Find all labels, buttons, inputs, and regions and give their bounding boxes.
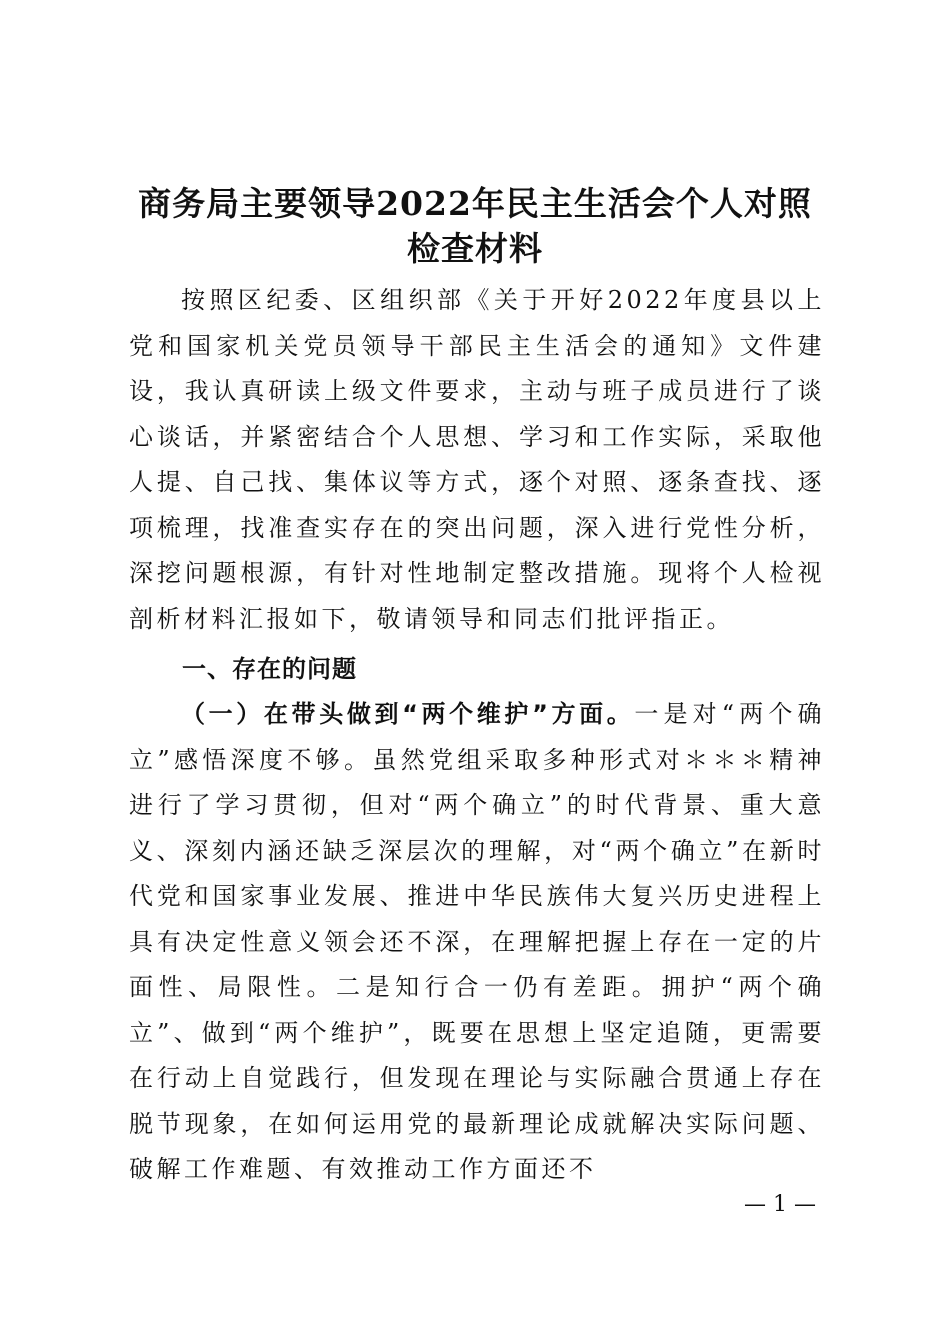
document-title-line1: 商务局主要领导2022年民主生活会个人对照 bbox=[138, 184, 812, 223]
section1-item1-body: 一是对“两个确立”感悟深度不够。虽然党组采取多种形式对＊＊＊精神进行了学习贯彻，但对“两个确立”的时代背景、重大意义、深刻内涵还缺乏深层次的理解，对“两个确立”在新时代党和国家事业发展、推进中华民族伟大复兴历史进程上具有决定性意义领会还不深，在理解把握上存在一定的片面性、局限性。二是知行合一仍有差距。拥护“两个确立”、做到“两个维护”，既要在思想上坚定追随，更需要在行动上自觉践行，但发现在理论与实际融合贯通上存在脱节现象，在如何运用党的最新理论成就解决实际问题、破解工作难题、有效推动工作方面还不 bbox=[129, 700, 825, 1183]
intro-paragraph: 按照区纪委、区组织部《关于开好2022年度县以上党和国家机关党员领导干部民主生活会的通知》文件建设，我认真研读上级文件要求，主动与班子成员进行了谈心谈话，并紧密结合个人思想、学习和工作实际，采取他人提、自己找、集体议等方式，逐个对照、逐条查找、逐项梳理，找准查实存在的突出问题，深入进行党性分析，深挖问题根源，有针对性地制定整改措施。现将个人检视剖析材料汇报如下，敬请领导和同志们批评指正。 bbox=[129, 286, 825, 633]
section-heading-problems: 一、存在的问题 bbox=[182, 654, 357, 683]
page-number: — 1 — bbox=[744, 1192, 816, 1217]
section1-item1-paragraph bbox=[129, 692, 825, 1193]
document-title-line2: 检查材料 bbox=[407, 229, 543, 268]
section1-item1-lead: （一）在带头做到“两个维护”方面。 bbox=[181, 700, 635, 728]
